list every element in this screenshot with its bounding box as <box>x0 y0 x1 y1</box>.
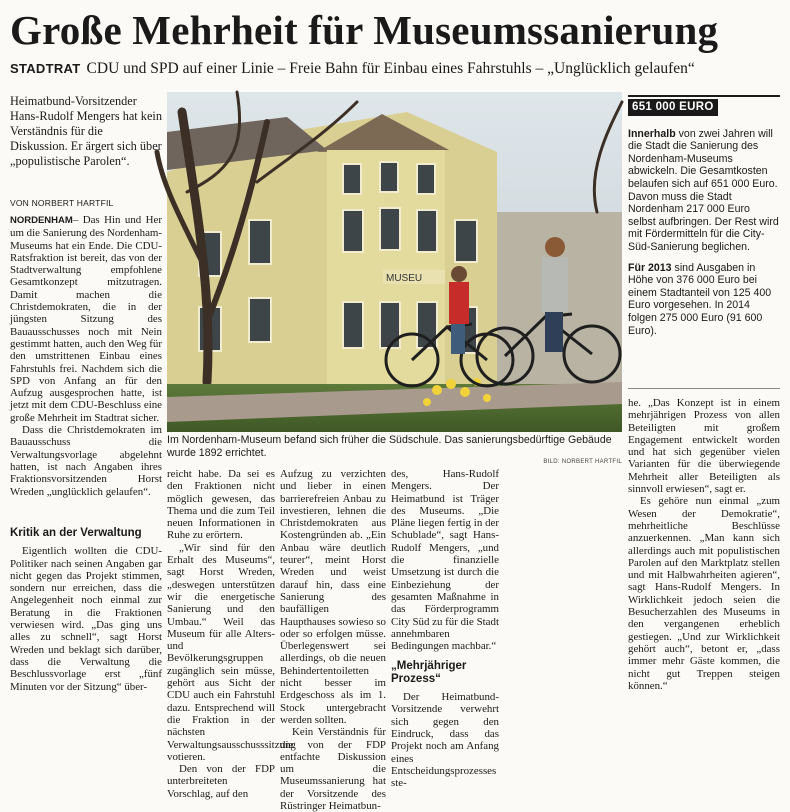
paragraph: des, Hans-Rudolf Mengers. Der Heimatbund ist Träger des Museums. „Die Pläne liegen fertig in der Schublade“, sagt Hans-Rudolf Mengers, „und die finanzielle Umsetzung ist durch die Einbeziehung der gesamten Maßnahme in das Förderprogramm City Süd zu für die Stadt annehmbaren Bedingungen machbar.“ <box>391 468 499 653</box>
column-3 <box>280 468 386 812</box>
info-box-paragraph <box>628 128 780 254</box>
museum-photo-illustration <box>167 92 622 432</box>
subhead-process: „Mehrjähriger Prozess“ <box>391 660 467 685</box>
paragraph: Dass die Christdemokraten im Bauausschuss die Verwaltungsvorlage abgelehnt hatten, ist nach Angaben ihres Fraktionsvorsitzenden Horst Wreden „unglücklich gelaufen“. <box>10 424 162 498</box>
subhead-criticism: Kritik an der Verwaltung <box>10 527 142 539</box>
paragraph: Es gehöre nun einmal „zum Wesen der Demokratie“, mehrheitliche Beschlüsse anzuerkennen. „Man kann sich allerdings auch mit populistischen Parolen auf den Marktplatz stellen und mit Halbwahrheiten agieren“, sagt Hans-Rudolf Mengers. In Wirklichkeit jedoch seien die Besucherzahlen des Museums in den vergangenen erheblich gestiegen. „Und zur Wirklichkeit gehört auch“, betont er, „dass immer mehr Gäste kommen, die nicht gut Treppen steigen können.“ <box>628 495 780 692</box>
paragraph: he. „Das Konzept ist in einem mehrjährigen Prozess von allen Beteiligten mit großem Engagement entwickelt worden und hat sich gegenüber vielen Varianten für die überwiegende Mehrheit aller Beteiligten als sinnvoll erwiesen“, sagt er. <box>628 397 780 496</box>
headline: Große Mehrheit für Museumssanierung <box>10 7 719 53</box>
photo-caption: Im Nordenham-Museum befand sich früher die Südschule. Das sanierungsbedürftige Gebäude wurde 1892 errichtet. <box>167 434 612 459</box>
dateline: NORDENHAM <box>10 215 73 226</box>
paragraph <box>10 214 162 424</box>
paragraph: „Wir sind für den Erhalt des Museums“, sagt Horst Wreden, „deswegen unterstützen wir die energetische Sanierung und den Umbau.“ Weil das Museum für alle Alters- und Bevölkerungsgruppen zugänglich sein müsse, gehört aus Sicht der CDU auch ein Fahrstuhl dazu. Entsprechend will die Fraktion in der nächsten Verwaltungsausschusssitzung votieren. <box>167 541 296 763</box>
divider <box>628 388 780 389</box>
museum-photo <box>167 92 622 432</box>
info-box-text: von zwei Jahren will die Stadt die Sanierung des Nordenham-Museums abwickeln. Die Gesamtkosten belaufen sich auf 651 000 Euro. Davon muss die Stadt Nordenham 217 000 Euro selbst aufbringen. Der Rest wird mit Fördermitteln für die City-Süd-Sanierung beglichen. <box>628 127 779 253</box>
lead-text: – Das Hin und Her um die Sanierung des Nordenham-Museums hat ein Ende. Die CDU-Ratsfraktion ist bereit, das von der Stadtverwaltung empfohlene Gesamtkonzept mitzutragen. Damit machen die Christdemokraten, die in der jüngsten Sitzung des Bauausschusses noch mit Nein gestimmt hatten, auch den Weg für den umstrittenen Einbau eines Fahrstuhls frei. Nachdem sich die SPD von Anfang an für den Aufzug ausgesprochen hatte, ist jetzt mit dem CDU-Beschluss eine große Mehrheit im Stadtrat sicher. <box>10 214 162 424</box>
intro-text: Heimatbund-Vorsitzender Hans-Rudolf Mengers hat kein Verständnis für die Diskussion. Er ärgert sich über „populistische Parolen“. <box>10 94 162 168</box>
info-box <box>628 95 780 383</box>
paragraph: Eigentlich wollten die CDU-Politiker nach seinen Angaben gar nicht gegen das Projekt stimmen, sondern nur erreichen, dass die Angelegenheit noch einmal zur Beratung in die Fraktionen verwiesen wird. „Das ging uns alles zu schnell“, sagt Horst Wreden und beklagt sich darüber, dass die Verwaltung die Beschlussvorlage erst „fünf Minuten vor der Sitzung“ über- <box>10 545 162 693</box>
paragraph: Der Heimatbund-Vorsitzende verwehrt sich gegen den Eindruck, dass das Projekt noch am Anfang eines Entscheidungsprozesses ste- <box>391 691 499 790</box>
subline-text: CDU und SPD auf einer Linie – Freie Bahn für Einbau eines Fahrstuhls – „Unglücklich gelaufen“ <box>86 60 695 77</box>
byline: VON NORBERT HARTFIL <box>10 198 114 208</box>
column-4 <box>391 468 499 789</box>
subline <box>10 58 785 80</box>
museum-sign: MUSEU <box>386 273 423 284</box>
info-box-paragraph <box>628 262 780 338</box>
kicker: STADTRAT <box>10 61 81 76</box>
paragraph: Den von der FDP unterbreiteten Vorschlag, auf den <box>167 763 275 800</box>
info-box-title: 651 000 EURO <box>628 99 718 116</box>
info-box-lead: Für 2013 <box>628 261 672 274</box>
info-box-text: sind Ausgaben in Höhe von 376 000 Euro bei einem Stadtanteil von 125 400 Euro vorgesehen. In 2014 folgen 275 000 Euro (91 600 Euro). <box>628 261 772 337</box>
paragraph: reicht habe. Da sei es den Fraktionen nicht möglich gewesen, das Thema und die zum Teil neuen Informationen in Ruhe zu erörtern. <box>167 468 275 542</box>
column-1-lower <box>10 519 162 693</box>
paragraph: Aufzug zu verzichten und lieber in einen barrierefreien Anbau zu investieren, lehnen die Christdemokraten aus Kostengründen ab. „Ein Anbau wäre deutlich teurer“, meint Horst Wreden und weist darauf hin, dass eine Sanierung des baufälligen Haupthauses sowieso so oder so erfolgen müsse. Überlegenswert sei allerdings, ob die neuen Behindertentoiletten nicht besser im Erdgeschoss als im 1. Stock untergebracht werden sollten. <box>280 468 386 726</box>
paragraph: Kein Verständnis für die von der FDP entfachte Diskussion um die Museumssanierung hat der Vorsitzende des Rüstringer Heimatbun- <box>280 726 386 812</box>
info-box-lead: Innerhalb <box>628 127 676 140</box>
photo-credit: BILD: NORBERT HARTFIL <box>543 459 622 465</box>
column-5 <box>628 397 780 692</box>
column-2 <box>167 468 296 800</box>
column-1 <box>10 214 162 498</box>
